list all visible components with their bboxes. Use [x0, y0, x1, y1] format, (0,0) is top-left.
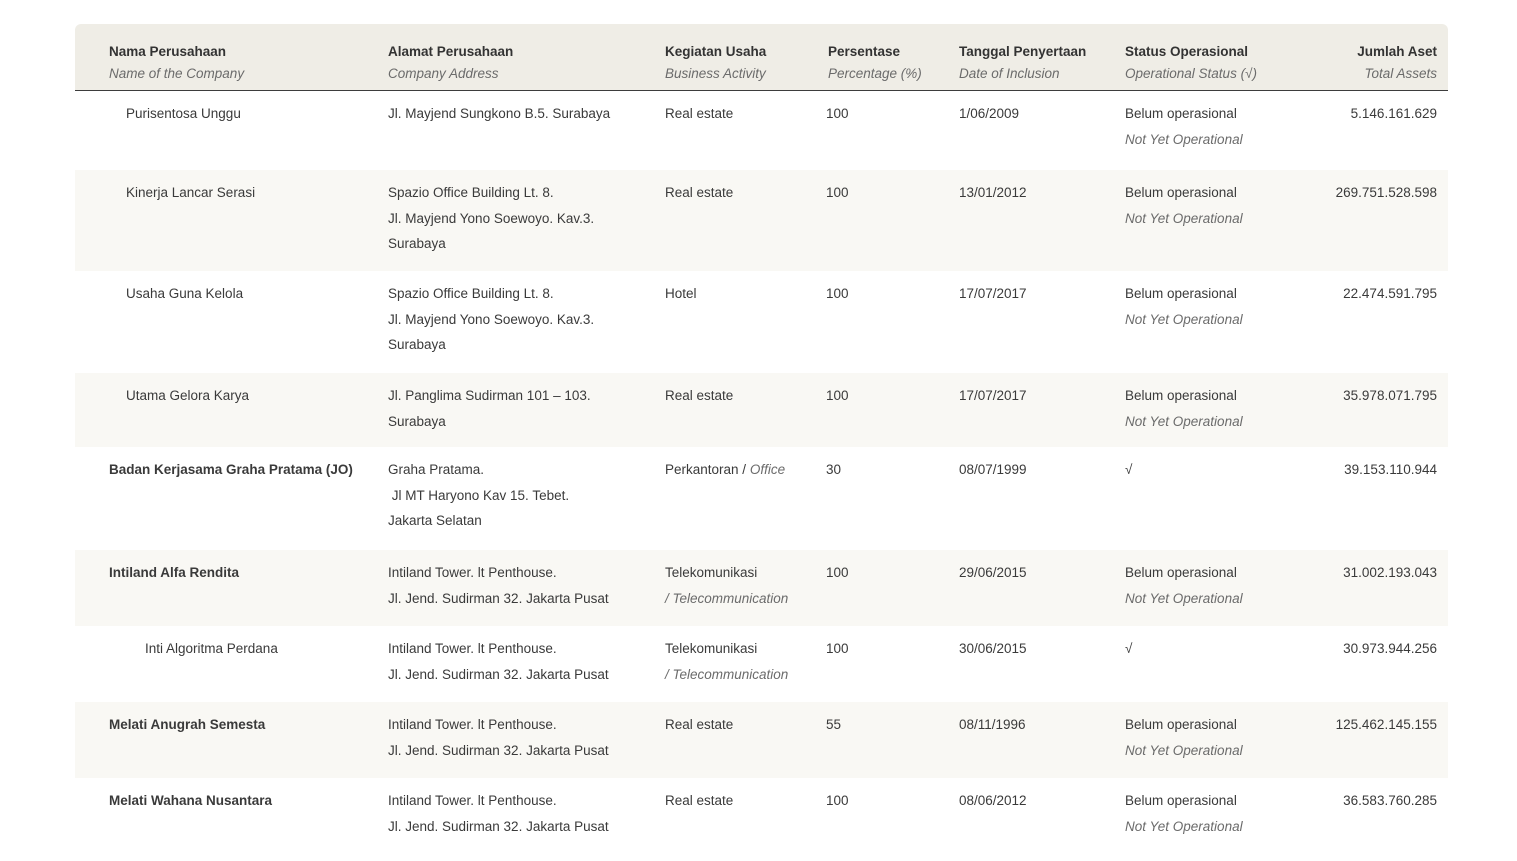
company-address: Intiland Tower. lt Penthouse. Jl. Jend. Sudirman 32. Jakarta Pusat [388, 641, 609, 682]
table-row [75, 91, 1448, 170]
inclusion-date: 29/06/2015 [959, 565, 1027, 580]
table-row [75, 702, 1448, 778]
total-assets: 269.751.528.598 [1335, 185, 1437, 200]
header-label-en: Date of Inclusion [959, 66, 1060, 81]
operational-status: √ [1125, 641, 1133, 656]
company-address: Spazio Office Building Lt. 8. Jl. Mayjend Yono Soewoyo. Kav.3. Surabaya [388, 286, 595, 352]
header-label-en: Company Address [388, 66, 499, 81]
table-row [75, 550, 1448, 626]
business-activity: Real estate [665, 717, 734, 732]
inclusion-date: 08/06/2012 [959, 793, 1027, 808]
total-assets: 125.462.145.155 [1335, 717, 1437, 732]
header-label-en: Operational Status (√) [1125, 66, 1257, 81]
percentage: 30 [826, 462, 842, 477]
company-name: Inti Algoritma Perdana [145, 641, 278, 656]
company-address: Spazio Office Building Lt. 8. Jl. Mayjend Yono Soewoyo. Kav.3. Surabaya [388, 185, 595, 251]
inclusion-date: 13/01/2012 [959, 185, 1027, 200]
total-assets: 36.583.760.285 [1343, 793, 1437, 808]
company-name: Badan Kerjasama Graha Pratama (JO) [109, 462, 353, 477]
business-activity: Real estate [665, 106, 734, 121]
percentage: 100 [826, 565, 849, 580]
inclusion-date: 08/11/1996 [959, 717, 1026, 732]
company-name: Melati Wahana Nusantara [109, 793, 273, 808]
header-label: Status Operasional [1125, 44, 1249, 59]
table-row [75, 626, 1448, 702]
company-name: Melati Anugrah Semesta [109, 717, 266, 732]
total-assets: 35.978.071.795 [1343, 388, 1437, 403]
table-row [75, 373, 1448, 447]
business-activity: Telekomunikasi / Telecommunication [665, 641, 789, 682]
percentage: 100 [826, 286, 849, 301]
header-label-en: Business Activity [665, 66, 766, 81]
company-name: Purisentosa Unggu [126, 106, 241, 121]
business-activity: Real estate [665, 793, 734, 808]
table-row [75, 170, 1448, 271]
total-assets: 30.973.944.256 [1343, 641, 1437, 656]
business-activity: Hotel [665, 286, 697, 301]
inclusion-date: 1/06/2009 [959, 106, 1020, 121]
header-percentage [828, 41, 922, 85]
operational-status: Belum operasional Not Yet Operational [1125, 388, 1243, 429]
header-label-en: Total Assets [1364, 66, 1437, 81]
header-label: Jumlah Aset [1357, 44, 1437, 59]
header-label: Alamat Perusahaan [388, 44, 514, 59]
total-assets: 5.146.161.629 [1350, 106, 1437, 121]
header-label: Nama Perusahaan [109, 44, 227, 59]
company-address: Intiland Tower. lt Penthouse. Jl. Jend. Sudirman 32. Jakarta Pusat [388, 565, 609, 606]
total-assets: 39.153.110.944 [1344, 462, 1437, 477]
percentage: 55 [826, 717, 842, 732]
percentage: 100 [826, 641, 849, 656]
table-row [75, 447, 1448, 550]
percentage: 100 [826, 793, 849, 808]
operational-status: Belum operasional Not Yet Operational [1125, 106, 1243, 147]
header-date [959, 41, 1086, 85]
header-assets [1357, 41, 1437, 85]
header-label: Persentase [828, 44, 901, 59]
subsidiaries-table [75, 24, 1448, 858]
operational-status: Belum operasional Not Yet Operational [1125, 286, 1243, 327]
table-row [75, 778, 1448, 858]
company-name: Utama Gelora Karya [126, 388, 250, 403]
operational-status: Belum operasional Not Yet Operational [1125, 717, 1243, 758]
header-label: Kegiatan Usaha [665, 44, 767, 59]
header-address [388, 41, 513, 85]
company-address: Jl. Mayjend Sungkono B.5. Surabaya [388, 106, 611, 121]
header-label: Tanggal Penyertaan [959, 44, 1087, 59]
company-address: Jl. Panglima Sudirman 101 – 103. Surabaya [388, 388, 591, 429]
operational-status: Belum operasional Not Yet Operational [1125, 565, 1243, 606]
company-address: Graha Pratama. Jl MT Haryono Kav 15. Tebet. Jakarta Selatan [388, 462, 570, 528]
header-status [1125, 41, 1257, 85]
header-activity [665, 41, 766, 85]
operational-status: √ [1125, 462, 1133, 477]
percentage: 100 [826, 185, 849, 200]
company-address: Intiland Tower. lt Penthouse. Jl. Jend. Sudirman 32. Jakarta Pusat [388, 717, 609, 758]
table-header [75, 24, 1448, 91]
business-activity: Real estate [665, 185, 734, 200]
header-label-en: Percentage (%) [828, 66, 922, 81]
total-assets: 31.002.193.043 [1343, 565, 1437, 580]
operational-status: Belum operasional Not Yet Operational [1125, 793, 1243, 834]
company-address: Intiland Tower. lt Penthouse. Jl. Jend. Sudirman 32. Jakarta Pusat [388, 793, 609, 834]
percentage: 100 [826, 388, 849, 403]
operational-status: Belum operasional Not Yet Operational [1125, 185, 1243, 226]
inclusion-date: 08/07/1999 [959, 462, 1027, 477]
inclusion-date: 30/06/2015 [959, 641, 1027, 656]
inclusion-date: 17/07/2017 [959, 286, 1027, 301]
company-name: Kinerja Lancar Serasi [126, 185, 256, 200]
table-row [75, 271, 1448, 373]
business-activity: Perkantoran / Office [665, 462, 786, 477]
total-assets: 22.474.591.795 [1343, 286, 1437, 301]
percentage: 100 [826, 106, 849, 121]
business-activity: Real estate [665, 388, 734, 403]
business-activity: Telekomunikasi / Telecommunication [665, 565, 789, 606]
company-name: Usaha Guna Kelola [126, 286, 244, 301]
header-name [109, 41, 244, 85]
header-label-en: Name of the Company [109, 66, 245, 81]
inclusion-date: 17/07/2017 [959, 388, 1027, 403]
company-name: Intiland Alfa Rendita [109, 565, 240, 580]
